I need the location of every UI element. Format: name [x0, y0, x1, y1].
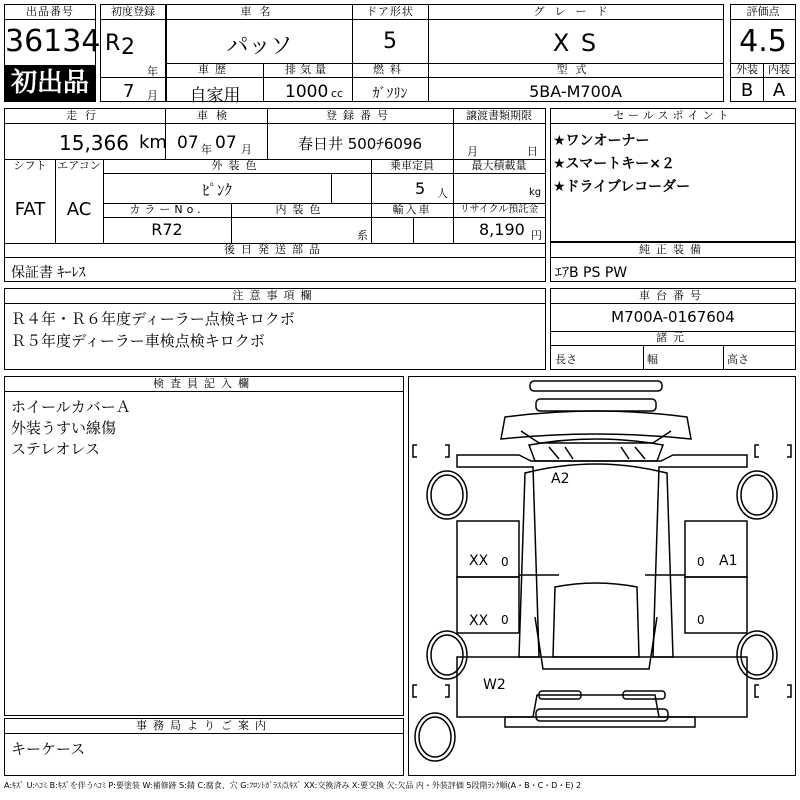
- lot-number-box: [4, 4, 101, 102]
- transfer-docs-day-unit: 日: [527, 145, 538, 158]
- first-registration-era: R: [105, 31, 121, 56]
- aircon-label: エアコン: [57, 159, 101, 172]
- inspector-box: [4, 376, 404, 716]
- damage-mark-a2: A2: [551, 471, 570, 487]
- sales-point-item: ★スマートキー×２: [553, 156, 676, 172]
- history-value: 自家用: [189, 86, 241, 106]
- model-label: 型式: [556, 63, 595, 76]
- import-label: 輸入車: [392, 203, 432, 216]
- score-value: 4.5: [739, 24, 787, 59]
- mileage-label: 走行: [66, 109, 104, 122]
- door-value: 5: [383, 29, 397, 54]
- notes-line: Ｒ４年・Ｒ６年度ディーラー点検キロクボ: [11, 310, 295, 328]
- first-registration-month: 7: [123, 81, 135, 102]
- interior-score-value: A: [772, 80, 786, 101]
- sales-point-item: ★ワンオーナー: [553, 133, 650, 149]
- later-parts-label: 後日発送部品: [224, 243, 326, 256]
- recycle-label: リサイクル預託金: [459, 204, 539, 215]
- car-diagram: [409, 377, 795, 775]
- notes-line: Ｒ５年度ディーラー車検点検キロクボ: [11, 332, 265, 350]
- first-registration-box: [100, 4, 166, 102]
- displacement-unit: cc: [331, 87, 344, 100]
- dims-width-label: 幅: [647, 353, 658, 366]
- lot-number-value: 36134: [5, 24, 101, 59]
- damage-mark-zero: 0: [501, 555, 509, 569]
- reg-number-label: 登録番号: [326, 109, 394, 122]
- displacement-label: 排気量: [285, 63, 330, 76]
- mileage-unit: km: [139, 132, 167, 153]
- capacity-label: 乗車定員: [390, 159, 434, 172]
- chassis-label: 車台番号: [551, 289, 795, 304]
- max-load-unit: kg: [529, 187, 542, 198]
- transfer-docs-label: 譲渡書類期限: [466, 109, 532, 122]
- aircon-value: AC: [66, 199, 92, 220]
- exterior-color-value: ﾋﾟﾝｸ: [201, 181, 232, 199]
- later-parts-value: 保証書 ｷｰﾚｽ: [11, 265, 86, 281]
- vehicle-header-box: [166, 4, 724, 106]
- exterior-color-label: 外装色: [211, 159, 263, 172]
- recycle-value: 8,190: [479, 220, 525, 239]
- equipment-label: 純正装備: [551, 243, 795, 258]
- damage-mark-xx-front: XX: [469, 553, 489, 569]
- displacement-value: 1000: [285, 82, 329, 102]
- capacity-unit: 人: [437, 187, 448, 200]
- damage-mark-zero: 0: [697, 555, 705, 569]
- mileage-value: 15,366: [59, 131, 129, 155]
- first-registration-month-unit: 月: [147, 89, 158, 102]
- equipment-box: [550, 242, 796, 282]
- inspector-line: ホイールカバーＡ: [11, 398, 131, 416]
- dims-length-label: 長さ: [555, 353, 577, 366]
- interior-score-label: 内装: [768, 63, 790, 76]
- shift-value: FAT: [14, 199, 46, 220]
- history-label: 車歴: [198, 63, 232, 76]
- chassis-value: M700A-0167604: [611, 308, 735, 326]
- fuel-label: 燃料: [373, 63, 407, 76]
- score-label: 評価点: [731, 5, 795, 20]
- legend-text: A:ｷｽﾞ U:ﾍｺﾐ B:ｷｽﾞを伴うﾍｺﾐ P:要塗装 W:補修跡 S:錆 C:腐食、穴 G:ﾌﾛﾝﾄｶﾞﾗｽ点ｷｽﾞ XX:交換済み X:要交換 欠:欠品 内・外装評価 5段階ﾗﾝｸ順(A・B・C・D・E) 2: [4, 781, 582, 790]
- grade-value: X S: [552, 29, 599, 57]
- equipment-value: ｴｱB PS PW: [555, 265, 628, 281]
- inspection-month: 07: [215, 133, 237, 153]
- sales-point-item: ★ドライブレコーダー: [553, 179, 691, 195]
- score-box: [730, 4, 796, 102]
- dims-label: 諸元: [656, 331, 690, 344]
- transfer-docs-month-unit: 月: [467, 145, 478, 158]
- interior-color-unit: 系: [357, 229, 368, 242]
- inspector-line: 外装うすい線傷: [11, 419, 117, 437]
- inspector-line: ステレオレス: [11, 440, 100, 458]
- office-notice-value: キーケース: [11, 740, 86, 758]
- damage-mark-w2: W2: [483, 677, 506, 693]
- dims-height-label: 高さ: [727, 353, 749, 366]
- damage-mark-xx-rear: XX: [469, 613, 489, 629]
- inspection-label: 車検: [197, 109, 235, 122]
- first-registration-year: 2: [121, 35, 135, 60]
- damage-mark-zero: 0: [501, 613, 509, 627]
- interior-color-label: 内装色: [275, 203, 327, 216]
- office-notice-box: [4, 718, 404, 776]
- color-no-value: R72: [151, 220, 183, 239]
- fuel-value: ｶﾞｿﾘﾝ: [372, 86, 408, 102]
- door-label: ドア形状: [366, 5, 414, 18]
- car-name-value: パッソ: [226, 34, 293, 59]
- first-registration-label: 初度登録: [101, 5, 165, 20]
- details-box: [4, 108, 546, 282]
- first-listing-badge: 初出品: [5, 65, 95, 101]
- chassis-box: [550, 288, 796, 370]
- damage-diagram-box: [408, 376, 796, 776]
- sales-points-box: [550, 108, 796, 242]
- damage-mark-zero: 0: [697, 613, 705, 627]
- exterior-score-value: B: [740, 80, 754, 101]
- inspection-year-unit: 年: [201, 143, 212, 156]
- notes-box: [4, 288, 546, 370]
- inspection-year: 07: [177, 133, 199, 153]
- recycle-unit: 円: [531, 229, 542, 242]
- model-value: 5BA-M700A: [529, 82, 622, 101]
- grade-label: グレード: [533, 5, 618, 18]
- lot-number-label: 出品番号: [5, 5, 95, 20]
- first-registration-year-unit: 年: [147, 65, 158, 78]
- shift-label: シフト: [13, 159, 47, 172]
- car-name-label: 車名: [240, 5, 279, 18]
- max-load-label: 最大積載量: [471, 159, 527, 172]
- sales-points-label: セールスポイント: [551, 109, 795, 124]
- damage-mark-a1: A1: [719, 553, 738, 569]
- capacity-value: 5: [415, 179, 426, 198]
- color-no-label: カラーNo.: [129, 203, 205, 216]
- exterior-score-label: 外装: [736, 63, 758, 76]
- reg-number-value: 春日井 500ﾁ6096: [297, 135, 423, 153]
- office-notice-label: 事務局よりご案内: [5, 719, 403, 734]
- notes-label: 注意事項欄: [5, 289, 545, 304]
- inspection-month-unit: 月: [241, 143, 252, 156]
- inspector-label: 検査員記入欄: [5, 377, 403, 392]
